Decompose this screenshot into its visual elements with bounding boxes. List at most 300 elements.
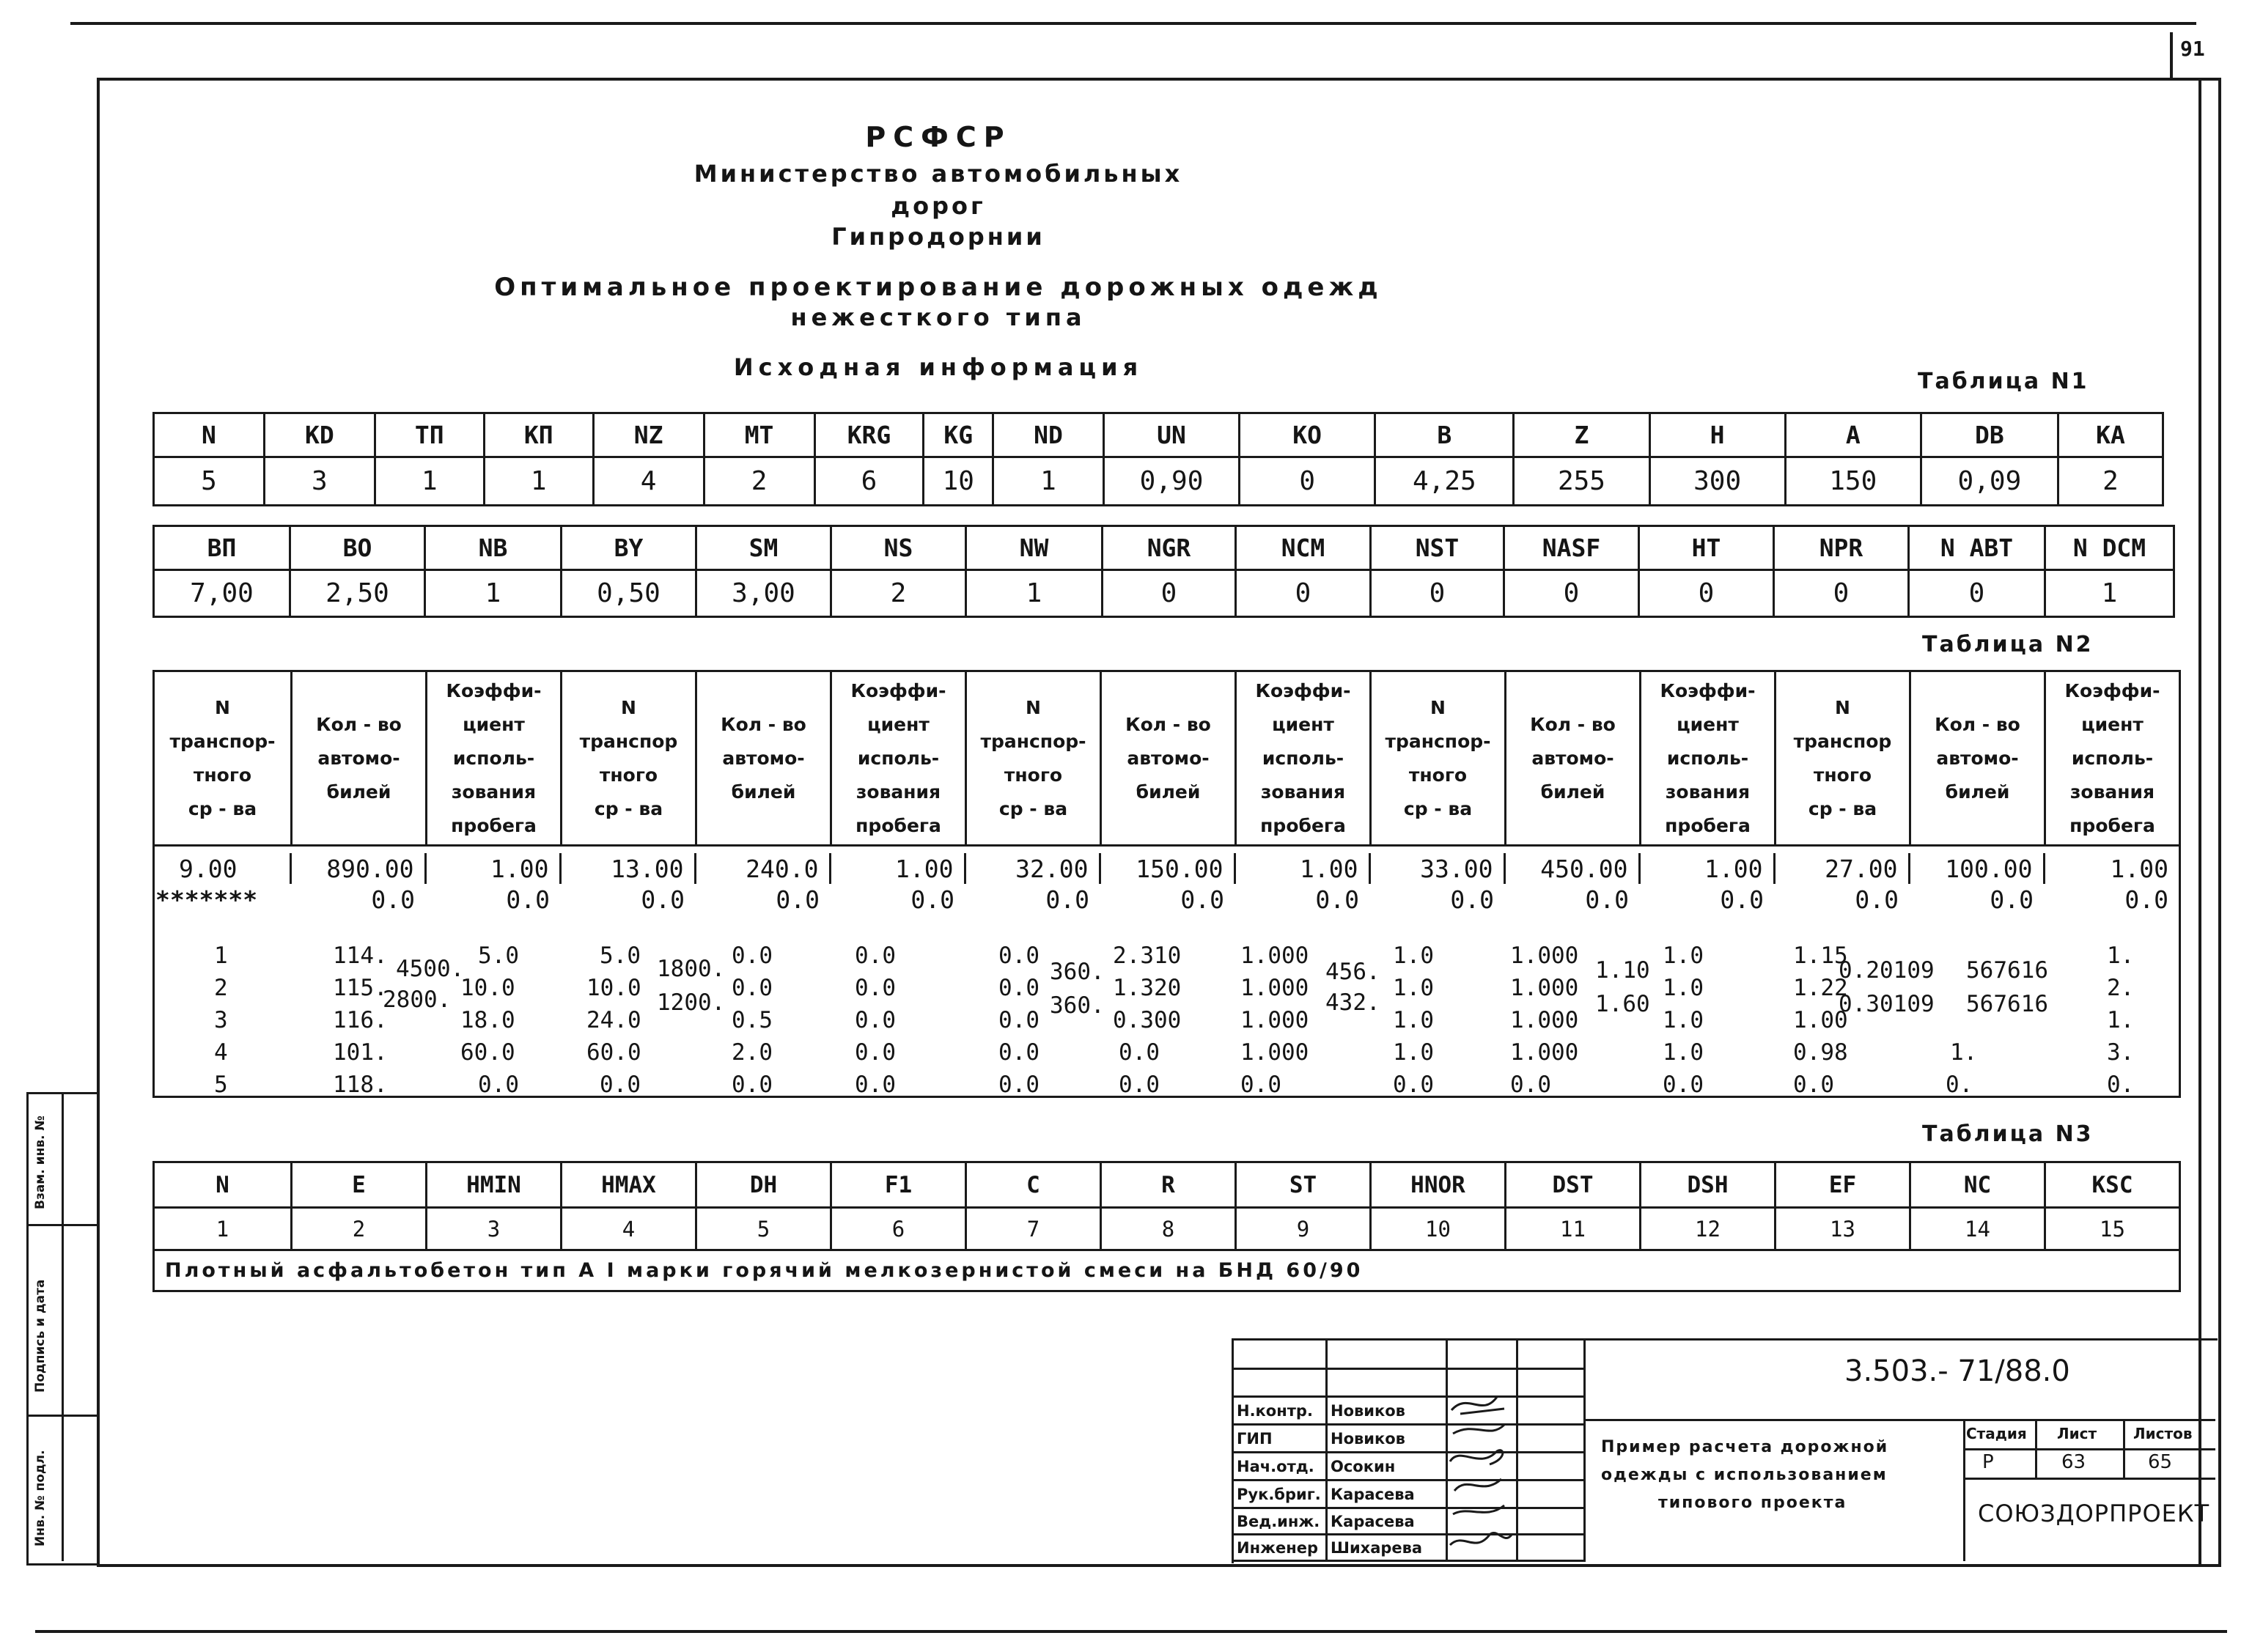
t2-h-kol bbox=[1910, 671, 2045, 846]
stamp-cell bbox=[1517, 1535, 1585, 1561]
stamp-cell bbox=[1517, 1508, 1585, 1535]
t2-b: 0.0 bbox=[776, 885, 820, 914]
t2-c11: 1.000 bbox=[1510, 1007, 1579, 1033]
t3-h: E bbox=[292, 1162, 427, 1208]
t2-c11: 1.000 bbox=[1510, 943, 1579, 969]
t2-c7: 0.0 bbox=[998, 1007, 1039, 1033]
page-number: 91 bbox=[2180, 37, 2205, 61]
t2-h-line: Коэффи- bbox=[1255, 679, 1351, 701]
t2-h-line: зования bbox=[451, 781, 537, 803]
t2-c7: 0.0 bbox=[998, 1039, 1039, 1066]
stamp-cell bbox=[1447, 1340, 1517, 1369]
t2-h-line: зования bbox=[855, 781, 941, 803]
t2-c6: 0.0 bbox=[855, 1039, 896, 1066]
t2-h-line: N bbox=[215, 696, 230, 718]
t2-c13: 0.0 bbox=[1793, 1072, 1834, 1098]
t1-h: A bbox=[1785, 413, 1921, 457]
t2-h-line: ср - ва bbox=[188, 797, 257, 819]
t2-h-line: пробега bbox=[855, 814, 941, 836]
t3-v: 7 bbox=[966, 1208, 1101, 1250]
stamp-cell bbox=[1327, 1369, 1447, 1397]
t2-c4: 10.0 bbox=[586, 975, 641, 1001]
t2-c10: 1.0 bbox=[1393, 1039, 1434, 1066]
top-rule bbox=[70, 22, 2196, 25]
t2-c3: 5.0 bbox=[478, 943, 519, 969]
stamp-cell bbox=[1517, 1425, 1585, 1453]
t2-h-line: транспор bbox=[579, 730, 678, 752]
t2-c6: 0.0 bbox=[855, 943, 896, 969]
t2-h-line: автомо- bbox=[722, 747, 805, 769]
t1b-v: 3,00 bbox=[696, 570, 831, 617]
t1-h: ND bbox=[993, 413, 1104, 457]
stamp-name: Осокин bbox=[1327, 1453, 1447, 1480]
t2-h-line: пробега bbox=[1260, 814, 1346, 836]
stamp-role: Нач.отд. bbox=[1233, 1453, 1327, 1480]
t2-h-line: автомо- bbox=[1127, 747, 1210, 769]
t2-a: 1.00 bbox=[830, 853, 965, 884]
t2-c5: 0.5 bbox=[732, 1007, 773, 1033]
t3-v: 8 bbox=[1101, 1208, 1236, 1250]
doc-title-line2: нежесткого типа bbox=[790, 303, 1086, 331]
t2-c10: 0.0 bbox=[1393, 1072, 1434, 1098]
t1b-v: 0 bbox=[1639, 570, 1774, 617]
t3-h: ST bbox=[1236, 1162, 1371, 1208]
stamp-divider bbox=[1583, 1419, 2215, 1421]
t2-h-line: транспор bbox=[1793, 730, 1892, 752]
t1b-h: NCM bbox=[1236, 526, 1371, 570]
t2-rownum: 2 bbox=[214, 975, 228, 1001]
signature-3 bbox=[1450, 1450, 1503, 1464]
t2-h-line: билей bbox=[1136, 781, 1201, 803]
stamp-divider bbox=[2123, 1419, 2125, 1478]
org-title: РСФСР bbox=[865, 121, 1012, 153]
t2-h-line: Коэффи- bbox=[446, 679, 542, 701]
signature-scribbles bbox=[1446, 1388, 1516, 1561]
t2-h-line: циент bbox=[2081, 713, 2144, 735]
t2-c5: 0.0 bbox=[732, 943, 773, 969]
stamp-role: ГИП bbox=[1233, 1425, 1327, 1453]
t2-sub-30109: 0.30109 bbox=[1839, 991, 1935, 1017]
t2-a: 890.00 bbox=[290, 853, 425, 884]
table1-header-row bbox=[154, 413, 2163, 457]
t2-h-line: билей bbox=[326, 781, 391, 803]
t2-c3: 18.0 bbox=[460, 1007, 515, 1033]
t2-c15: 3. bbox=[2107, 1039, 2135, 1066]
t1b-v: 7,00 bbox=[154, 570, 290, 617]
t1b-v: 0 bbox=[1103, 570, 1236, 617]
t1b-v: 0 bbox=[1371, 570, 1504, 617]
t3-h: DSH bbox=[1641, 1162, 1776, 1208]
t2-h-line: N bbox=[621, 696, 636, 718]
t1b-v: 1 bbox=[2045, 570, 2174, 617]
table3-number-row bbox=[154, 1208, 2180, 1250]
t2-sub-1200: 1200. bbox=[657, 989, 726, 1016]
t2-sub-110: 1.10 bbox=[1595, 957, 1650, 984]
t2-h-line: пробега bbox=[1665, 814, 1751, 836]
t1-v: 0 bbox=[1240, 457, 1375, 506]
binding-col bbox=[62, 1092, 64, 1561]
t2-c11: 1.000 bbox=[1510, 1039, 1579, 1066]
t1-v: 1 bbox=[993, 457, 1104, 506]
t2-b: 0.0 bbox=[371, 885, 415, 914]
t1-h: KRG bbox=[814, 413, 924, 457]
t2-b: 0.0 bbox=[1450, 885, 1494, 914]
t2-c4: 5.0 bbox=[600, 943, 641, 969]
t2-a: 1.00 bbox=[1234, 853, 1369, 884]
sheets-label: Листов bbox=[2133, 1425, 2193, 1442]
t2-h-line: циент bbox=[463, 713, 525, 735]
t2-h-line: транспор- bbox=[980, 730, 1086, 752]
t1-v: 3 bbox=[264, 457, 375, 506]
t3-h: HNOR bbox=[1371, 1162, 1506, 1208]
t2-sub-432: 432. bbox=[1325, 989, 1380, 1016]
t1b-h: BY bbox=[562, 526, 696, 570]
t3-v: 15 bbox=[2045, 1208, 2180, 1250]
t2-sub-20109: 0.20109 bbox=[1839, 957, 1935, 984]
t2-h-line: зования bbox=[1260, 781, 1346, 803]
side-label-sign: Подпись и дата bbox=[33, 1279, 48, 1393]
t1-h: N bbox=[154, 413, 265, 457]
t2-h-line: ср - ва bbox=[1808, 797, 1877, 819]
institute: Гипродорнии bbox=[831, 223, 1045, 251]
stamp-row bbox=[1233, 1508, 1585, 1535]
t2-a: 1.00 bbox=[425, 853, 560, 884]
t2-c5: 2.0 bbox=[732, 1039, 773, 1066]
t2-h-line: ср - ва bbox=[1403, 797, 1473, 819]
t3-h: C bbox=[966, 1162, 1101, 1208]
table2-row-a bbox=[152, 853, 2179, 884]
stamp-cell bbox=[1517, 1453, 1585, 1480]
t2-rownum: 3 bbox=[214, 1007, 228, 1033]
t2-a: 100.00 bbox=[1909, 853, 2044, 884]
t2-c13: 1.15 bbox=[1793, 943, 1848, 969]
t1b-h: HT bbox=[1639, 526, 1774, 570]
t2-c12: 0.0 bbox=[1663, 1072, 1704, 1098]
t2-a: 1.00 bbox=[1639, 853, 1774, 884]
table2-row-b bbox=[152, 884, 2179, 915]
t3-v: 4 bbox=[562, 1208, 696, 1250]
t1-h: КП bbox=[484, 413, 593, 457]
t2-h-line: Коэффи- bbox=[1660, 679, 1756, 701]
t1b-v: 2,50 bbox=[290, 570, 425, 617]
t2-h-kol bbox=[1101, 671, 1236, 846]
bottom-rule bbox=[35, 1630, 2227, 1633]
stamp-row bbox=[1233, 1453, 1585, 1480]
t2-b: 0.0 bbox=[1720, 885, 1764, 914]
t2-a: 150.00 bbox=[1100, 853, 1234, 884]
t3-v: 11 bbox=[1506, 1208, 1641, 1250]
stamp-divider bbox=[1963, 1419, 1965, 1561]
t2-c10: 1.0 bbox=[1393, 1007, 1434, 1033]
t1-v: 10 bbox=[924, 457, 993, 506]
sheet-label: Лист bbox=[2057, 1425, 2097, 1442]
table1-part1 bbox=[152, 412, 2164, 506]
t2-h-line: билей bbox=[1945, 781, 2010, 803]
t1-v: 150 bbox=[1785, 457, 1921, 506]
t2-h-line: автомо- bbox=[1936, 747, 2019, 769]
stage-value: Р bbox=[1982, 1451, 1994, 1473]
t2-c8: 1.320 bbox=[1113, 975, 1182, 1001]
t2-c10: 1.0 bbox=[1393, 975, 1434, 1001]
t2-b: 0.0 bbox=[641, 885, 685, 914]
t2-b: 0.0 bbox=[2124, 885, 2168, 914]
doc-description-1: Пример расчета дорожной bbox=[1601, 1438, 1889, 1456]
side-label-vzam: Взам. инв. № bbox=[33, 1116, 48, 1209]
t2-c6: 0.0 bbox=[855, 1072, 896, 1098]
t2-c8: 0.0 bbox=[1119, 1072, 1160, 1098]
t3-h: N bbox=[154, 1162, 292, 1208]
t2-c2: 118. bbox=[333, 1072, 388, 1098]
doc-code: 3.503.- 71/88.0 bbox=[1844, 1354, 2070, 1388]
t2-h-line: циент bbox=[1272, 713, 1334, 735]
t3-v: 14 bbox=[1910, 1208, 2045, 1250]
signature-6 bbox=[1450, 1533, 1512, 1545]
stamp-empty-row bbox=[1233, 1340, 1585, 1369]
t1-v: 300 bbox=[1649, 457, 1785, 506]
t2-h-koef bbox=[1236, 671, 1371, 846]
t2-c10: 1.0 bbox=[1393, 943, 1434, 969]
t2-a: 27.00 bbox=[1774, 853, 1909, 884]
t2-c13: 1.00 bbox=[1793, 1007, 1848, 1033]
stamp-row bbox=[1233, 1535, 1585, 1561]
t1-h: H bbox=[1649, 413, 1785, 457]
t1b-h: N ABT bbox=[1909, 526, 2045, 570]
stamp-row bbox=[1233, 1397, 1585, 1425]
table3-material-row bbox=[154, 1250, 2180, 1291]
stamp-role: Инженер bbox=[1233, 1535, 1327, 1561]
t2-c2: 115. bbox=[333, 975, 388, 1001]
table1-value-row bbox=[154, 457, 2163, 506]
ministry-line1: Министерство автомобильных bbox=[693, 160, 1183, 188]
t3-h: NC bbox=[1910, 1162, 2045, 1208]
t1-v: 4 bbox=[593, 457, 704, 506]
t2-c8: 2.310 bbox=[1113, 943, 1182, 969]
t2-c8: 0.0 bbox=[1119, 1039, 1160, 1066]
signature-5 bbox=[1453, 1505, 1504, 1514]
t2-c9: 0.0 bbox=[1240, 1072, 1281, 1098]
t2-h-line: тного bbox=[1408, 764, 1468, 786]
t1b-v: 2 bbox=[831, 570, 966, 617]
t2-h-line: исполь- bbox=[1262, 747, 1344, 769]
t2-c4: 0.0 bbox=[600, 1072, 641, 1098]
t1b-h: NST bbox=[1371, 526, 1504, 570]
t3-v: 12 bbox=[1641, 1208, 1776, 1250]
t2-c6: 0.0 bbox=[855, 975, 896, 1001]
t2-h-line: билей bbox=[1540, 781, 1605, 803]
t2-h-koef bbox=[1641, 671, 1776, 846]
t2-h-line: Кол - во bbox=[721, 713, 806, 735]
t1-h: MT bbox=[704, 413, 814, 457]
table1-caption: Таблица N1 bbox=[1918, 369, 2089, 394]
t2-a: 1.00 bbox=[2044, 853, 2179, 884]
t2-c6: 0.0 bbox=[855, 1007, 896, 1033]
t2-c3: 10.0 bbox=[460, 975, 515, 1001]
t2-h-line: Коэффи- bbox=[2064, 679, 2160, 701]
t2-sub-h4: 1. bbox=[1950, 1039, 1978, 1066]
t1b-v: 0 bbox=[1909, 570, 2045, 617]
t2-h-line: N bbox=[1835, 696, 1850, 718]
t2-h-line: Кол - во bbox=[1530, 713, 1616, 735]
t2-h-line: зования bbox=[2069, 781, 2155, 803]
t2-sub-567616a: 567616 bbox=[1966, 957, 2048, 984]
t3-h: R bbox=[1101, 1162, 1236, 1208]
t2-c9: 1.000 bbox=[1240, 1007, 1309, 1033]
t2-c5: 0.0 bbox=[732, 975, 773, 1001]
t2-b: 0.0 bbox=[1045, 885, 1089, 914]
t2-c2: 101. bbox=[333, 1039, 388, 1066]
t2-c11: 1.000 bbox=[1510, 975, 1579, 1001]
t2-b: 0.0 bbox=[1180, 885, 1224, 914]
t2-c2: 114. bbox=[333, 943, 388, 969]
table3-caption: Таблица N3 bbox=[1922, 1121, 2094, 1147]
stamp-name: Карасева bbox=[1327, 1480, 1447, 1508]
t2-a: 33.00 bbox=[1369, 853, 1504, 884]
stamp-name: Шихарева bbox=[1327, 1535, 1447, 1561]
stamp-role: Рук.бриг. bbox=[1233, 1480, 1327, 1508]
t1b-h: BO bbox=[290, 526, 425, 570]
stamp-row bbox=[1233, 1480, 1585, 1508]
t1-v: 1 bbox=[484, 457, 593, 506]
t2-h-line: пробега bbox=[451, 814, 537, 836]
t2-c8: 0.300 bbox=[1113, 1007, 1182, 1033]
t3-h: KSC bbox=[2045, 1162, 2180, 1208]
table2-rows bbox=[152, 853, 2179, 915]
t1-h: ТП bbox=[375, 413, 484, 457]
t2-h-line: циент bbox=[867, 713, 930, 735]
t1-v: 4,25 bbox=[1375, 457, 1514, 506]
table1b-value-row bbox=[154, 570, 2174, 617]
t1-v: 2 bbox=[2058, 457, 2163, 506]
t3-v: 13 bbox=[1776, 1208, 1910, 1250]
t1b-h: NB bbox=[425, 526, 562, 570]
t3-h: HMIN bbox=[427, 1162, 562, 1208]
t2-c12: 1.0 bbox=[1663, 943, 1704, 969]
t2-h-line: исполь- bbox=[857, 747, 940, 769]
t2-rownum: 5 bbox=[214, 1072, 228, 1098]
t2-h-koef bbox=[427, 671, 562, 846]
t2-c4: 60.0 bbox=[586, 1039, 641, 1066]
t2-h-line: ср - ва bbox=[594, 797, 663, 819]
t2-b: 0.0 bbox=[910, 885, 954, 914]
t2-c9: 1.000 bbox=[1240, 943, 1309, 969]
t2-c7: 0.0 bbox=[998, 975, 1039, 1001]
t2-h-line: билей bbox=[731, 781, 796, 803]
t2-c15: 2. bbox=[2107, 975, 2135, 1001]
stamp-role: Вед.инж. bbox=[1233, 1508, 1327, 1535]
t1-h: Z bbox=[1514, 413, 1649, 457]
t2-h-line: Кол - во bbox=[1125, 713, 1211, 735]
t1-v: 5 bbox=[154, 457, 265, 506]
t2-h-n bbox=[154, 671, 292, 846]
t1b-v: 0 bbox=[1236, 570, 1371, 617]
t2-c15: 0. bbox=[2107, 1072, 2135, 1098]
t1-v: 0,09 bbox=[1921, 457, 2058, 506]
stamp-empty-row bbox=[1233, 1369, 1585, 1397]
t2-h-n bbox=[562, 671, 696, 846]
t2-sub-160: 1.60 bbox=[1595, 991, 1650, 1017]
stamp-name: Новиков bbox=[1327, 1397, 1447, 1425]
table1b-header-row bbox=[154, 526, 2174, 570]
stamp-name: Новиков bbox=[1327, 1425, 1447, 1453]
t2-h-line: Коэффи- bbox=[850, 679, 946, 701]
t1-h: KD bbox=[264, 413, 375, 457]
t2-h-koef bbox=[2045, 671, 2180, 846]
t1b-v: 0 bbox=[1504, 570, 1639, 617]
stamp-divider bbox=[1583, 1338, 1586, 1561]
t2-sub-456: 456. bbox=[1325, 959, 1380, 985]
t1-v: 255 bbox=[1514, 457, 1649, 506]
doc-description-2: одежды с использованием bbox=[1601, 1466, 1888, 1484]
t2-h-line: циент bbox=[1677, 713, 1739, 735]
stamp-row bbox=[1233, 1425, 1585, 1453]
t3-v: 1 bbox=[154, 1208, 292, 1250]
t2-h-n bbox=[1776, 671, 1910, 846]
t2-h-n bbox=[1371, 671, 1506, 846]
table3-header-row bbox=[154, 1162, 2180, 1208]
t2-h-line: Кол - во bbox=[1935, 713, 2020, 735]
t3-v: 9 bbox=[1236, 1208, 1371, 1250]
t2-c12: 1.0 bbox=[1663, 1007, 1704, 1033]
t1-h: KG bbox=[924, 413, 993, 457]
t2-rownum: 4 bbox=[214, 1039, 228, 1066]
stamp-cell bbox=[1517, 1340, 1585, 1369]
t2-c2: 116. bbox=[333, 1007, 388, 1033]
t3-h: HMAX bbox=[562, 1162, 696, 1208]
t2-sub-360b: 360. bbox=[1050, 992, 1105, 1019]
t1-v: 1 bbox=[375, 457, 484, 506]
t1-h: UN bbox=[1103, 413, 1239, 457]
t1b-h: SM bbox=[696, 526, 831, 570]
t2-c9: 1.000 bbox=[1240, 975, 1309, 1001]
t2-h-koef bbox=[831, 671, 966, 846]
t2-c11: 0.0 bbox=[1510, 1072, 1551, 1098]
t1-h: DB bbox=[1921, 413, 2058, 457]
t2-h-line: ср - ва bbox=[998, 797, 1068, 819]
t1-v: 0,90 bbox=[1103, 457, 1239, 506]
t2-c7: 0.0 bbox=[998, 1072, 1039, 1098]
t2-h-line: тного bbox=[193, 764, 252, 786]
t2-c15: 1. bbox=[2107, 943, 2135, 969]
t2-b: 0.0 bbox=[1990, 885, 2034, 914]
t2-h-line: исполь- bbox=[1666, 747, 1749, 769]
t3-v: 5 bbox=[696, 1208, 831, 1250]
stamp-cell bbox=[1233, 1369, 1327, 1397]
t1-h: KA bbox=[2058, 413, 2163, 457]
t1-v: 2 bbox=[704, 457, 814, 506]
t2-h-line: Кол - во bbox=[316, 713, 402, 735]
sheet-value: 63 bbox=[2061, 1451, 2086, 1473]
t3-h: F1 bbox=[831, 1162, 966, 1208]
t3-h: EF bbox=[1776, 1162, 1910, 1208]
t1b-v: 1 bbox=[425, 570, 562, 617]
t2-c3: 60.0 bbox=[460, 1039, 515, 1066]
company-name: СОЮЗДОРПРОЕКТ bbox=[1978, 1500, 2210, 1527]
t2-h-line: автомо- bbox=[317, 747, 400, 769]
t2-b: ******* bbox=[155, 885, 258, 914]
t2-a: 450.00 bbox=[1504, 853, 1639, 884]
t1b-h: NPR bbox=[1774, 526, 1909, 570]
table2-header-row bbox=[154, 671, 2180, 846]
t3-v: 6 bbox=[831, 1208, 966, 1250]
table3-material: Плотный асфальтобетон тип А I марки горячий мелкозернистой смеси на БНД 60/90 bbox=[154, 1250, 2180, 1291]
t2-a: 13.00 bbox=[560, 853, 695, 884]
t2-h-line: транспор- bbox=[169, 730, 276, 752]
ministry-line2: дорог bbox=[891, 192, 986, 220]
stage-label: Стадия bbox=[1966, 1425, 2027, 1442]
t1-h: B bbox=[1375, 413, 1514, 457]
t2-h-line: тного bbox=[1813, 764, 1872, 786]
t2-a: 240.0 bbox=[695, 853, 830, 884]
